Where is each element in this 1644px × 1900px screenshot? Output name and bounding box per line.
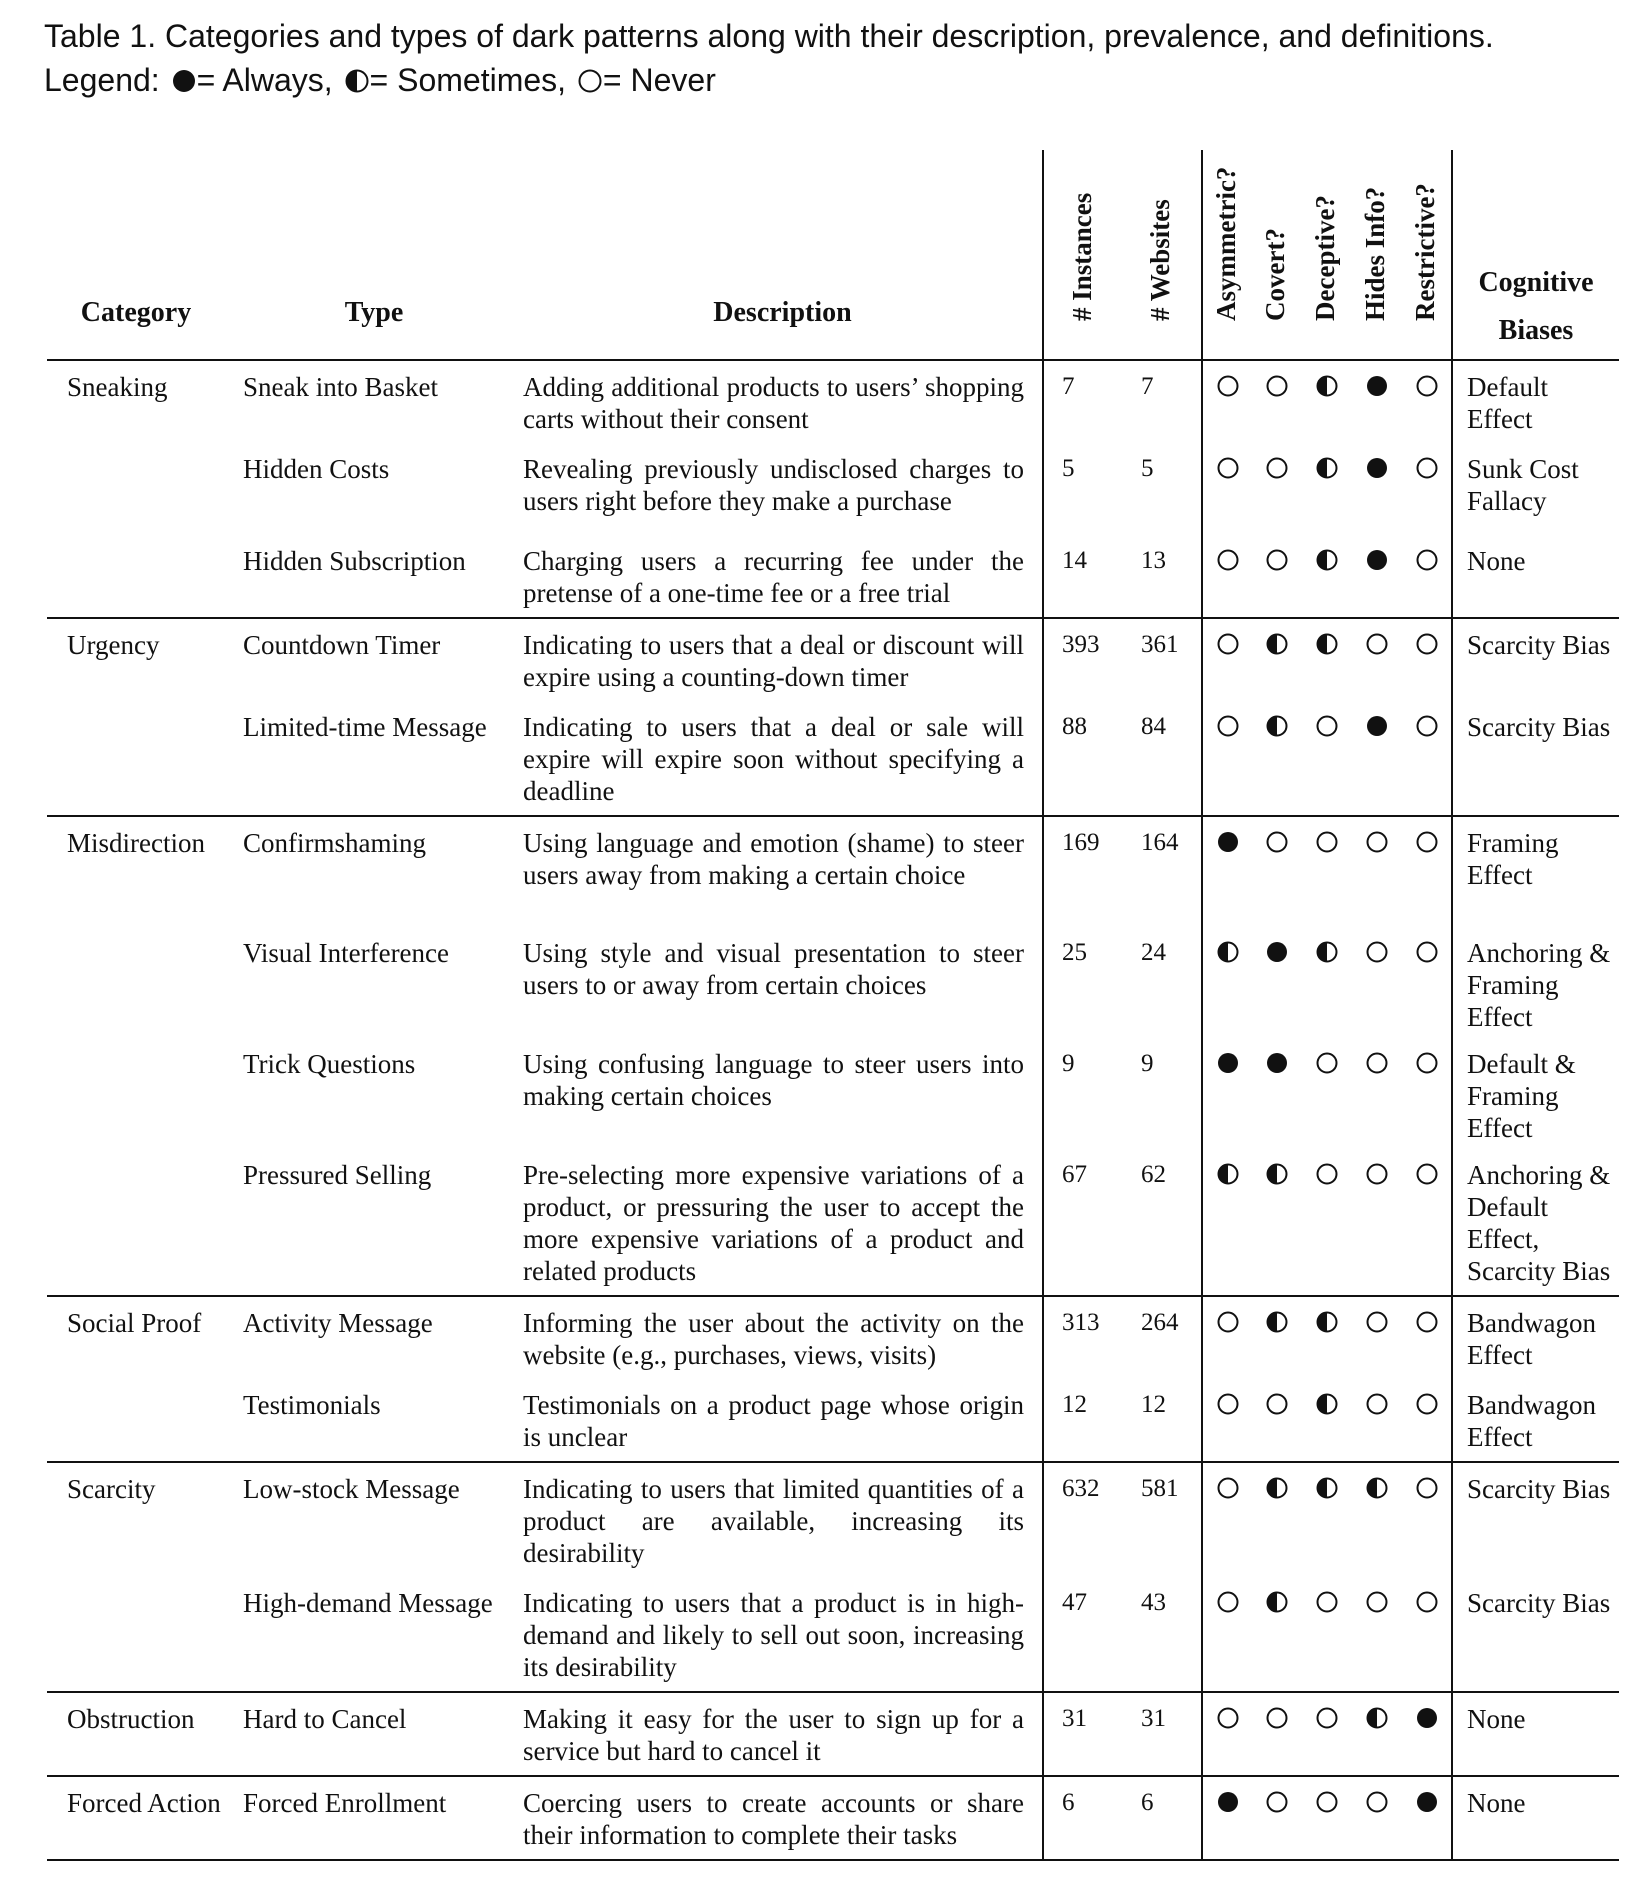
description-cell: Using language and emotion (shame) to steer users away from making a certain choice [523,816,1043,927]
cognitive-biases-cell: Bandwagon Effect [1467,1390,1596,1452]
table-row [47,816,1619,927]
cognitive-biases-cell: Scarcity Bias [1452,1462,1619,1577]
covert-cell [1252,1776,1302,1860]
restrictive-cell [1402,1296,1452,1379]
table-row [47,535,1619,618]
empty-circle-icon [1265,456,1289,480]
restrictive-cell [1402,1776,1452,1860]
deceptive-cell [1302,1577,1352,1692]
empty-circle-icon [1415,830,1439,854]
empty-circle-icon [1265,830,1289,854]
description-cell: Testimonials on a product page whose origin is unclear [523,1379,1043,1462]
half-circle-icon [1315,548,1339,572]
restrictive-cell [1402,927,1452,1038]
hides-info-cell [1352,1149,1402,1296]
header-hides-info [1352,150,1402,360]
half-circle-icon [1315,1476,1339,1500]
half-circle-icon [1315,1310,1339,1334]
deceptive-cell [1302,1379,1352,1462]
empty-circle-icon [1365,1392,1389,1416]
empty-circle-icon [1315,1162,1339,1186]
empty-circle-icon [1415,632,1439,656]
instances-cell: 5 [1062,455,1075,482]
category-cell: Scarcity [47,1462,225,1577]
table-row [47,927,1619,1038]
empty-circle-icon [1415,456,1439,480]
hides-info-cell [1352,1776,1402,1860]
hides-info-cell [1352,1462,1402,1577]
description-cell: Using confusing language to steer users into making certain choices [523,1038,1043,1149]
cognitive-biases-cell: Bandwagon Effect [1452,1296,1619,1379]
category-cell: Misdirection [47,816,225,927]
empty-circle-icon [1365,1590,1389,1614]
asymmetric-cell [1202,1149,1252,1296]
hides-info-cell [1352,816,1402,927]
header-deceptive [1302,150,1352,360]
table-row [47,1038,1619,1149]
half-circle-icon [1315,456,1339,480]
websites-cell: 62 [1123,1149,1202,1296]
header-instances-label: # Instances [1066,192,1097,321]
deceptive-cell [1302,927,1352,1038]
deceptive-cell [1302,816,1352,927]
header-covert-label: Covert? [1260,228,1290,321]
hides-info-cell [1352,1038,1402,1149]
header-category: Category [47,150,225,360]
deceptive-cell [1302,443,1352,535]
asymmetric-cell [1202,1296,1252,1379]
covert-cell [1252,443,1302,535]
type-cell: Hidden Subscription [243,546,466,576]
empty-circle-icon [1415,1476,1439,1500]
empty-circle-icon [1216,632,1240,656]
filled-circle-icon [1365,548,1389,572]
type-cell: Limited-time Message [243,712,487,742]
empty-circle-icon [1216,1706,1240,1730]
half-circle-icon [1315,940,1339,964]
websites-cell: 43 [1123,1577,1202,1692]
empty-circle-icon [1415,1162,1439,1186]
instances-cell: 393 [1043,618,1123,701]
table-row [47,1776,1619,1860]
websites-cell: 361 [1123,618,1202,701]
filled-circle-icon [1265,1051,1289,1075]
half-circle-icon [1265,1590,1289,1614]
instances-cell: 9 [1062,1050,1075,1077]
instances-cell: 12 [1062,1391,1087,1418]
empty-circle-icon [1415,714,1439,738]
half-circle-icon [1265,1310,1289,1334]
empty-circle-icon [1265,1706,1289,1730]
deceptive-cell [1302,1462,1352,1577]
empty-circle-icon [1415,1392,1439,1416]
type-cell: High-demand Message [243,1588,493,1618]
header-restrictive-label: Restrictive? [1409,183,1440,321]
asymmetric-cell [1202,701,1252,816]
empty-circle-icon [1265,1392,1289,1416]
empty-circle-icon [577,68,603,94]
asymmetric-cell [1202,816,1252,927]
asymmetric-cell [1202,618,1252,701]
table-row [47,1149,1619,1296]
category-cell [47,1038,225,1149]
instances-cell: 31 [1043,1692,1123,1776]
table-row [47,1462,1619,1577]
deceptive-cell [1302,360,1352,443]
asymmetric-cell [1202,1776,1252,1860]
dark-patterns-table [47,150,1619,1861]
table-body [47,360,1619,1860]
half-circle-icon [1315,632,1339,656]
description-cell: Indicating to users that a product is in high-demand and likely to sell out soon, increasing its desirability [523,1577,1043,1692]
header-cognitive-line2: Biases [1498,315,1574,346]
description-cell: Informing the user about the activity on the website (e.g., purchases, views, visits) [523,1296,1043,1379]
instances-cell: 7 [1043,360,1123,443]
asymmetric-cell [1202,1462,1252,1577]
deceptive-cell [1302,1776,1352,1860]
type-cell: Confirmshaming [225,816,523,927]
header-websites-label: # Websites [1145,199,1175,321]
category-cell [47,1379,225,1462]
hides-info-cell [1352,1577,1402,1692]
half-circle-icon [1265,1476,1289,1500]
legend-sometimes: = Sometimes, [369,62,575,98]
instances-cell: 313 [1043,1296,1123,1379]
empty-circle-icon [1216,456,1240,480]
asymmetric-cell [1202,1038,1252,1149]
covert-cell [1252,535,1302,618]
restrictive-cell [1402,1379,1452,1462]
header-asymmetric-label: Asymmetric? [1210,166,1241,321]
empty-circle-icon [1415,374,1439,398]
category-cell [47,443,225,535]
filled-circle-icon [171,68,197,94]
table-row [47,618,1619,701]
asymmetric-cell [1202,443,1252,535]
asymmetric-cell [1202,1577,1252,1692]
cognitive-biases-cell: Scarcity Bias [1467,712,1611,742]
deceptive-cell [1302,701,1352,816]
cognitive-biases-cell: Sunk Cost Fallacy [1467,454,1579,516]
instances-cell: 67 [1062,1161,1087,1188]
half-circle-icon [1265,1162,1289,1186]
covert-cell [1252,1296,1302,1379]
cognitive-biases-cell: Framing Effect [1452,816,1619,927]
type-cell: Pressured Selling [243,1160,432,1190]
table-caption [44,14,1624,102]
type-cell: Trick Questions [243,1049,416,1079]
legend-never: = Never [602,62,716,98]
type-cell: Forced Enrollment [225,1776,523,1860]
asymmetric-cell [1202,1692,1252,1776]
covert-cell [1252,360,1302,443]
table-row [47,1692,1619,1776]
restrictive-cell [1402,535,1452,618]
deceptive-cell [1302,1692,1352,1776]
type-cell: Testimonials [243,1390,381,1420]
category-cell: Forced Action [47,1776,225,1860]
half-circle-icon [1265,714,1289,738]
covert-cell [1252,1692,1302,1776]
half-circle-icon [1216,1162,1240,1186]
description-cell: Coercing users to create accounts or share their information to complete their tasks [523,1776,1043,1860]
type-cell: Countdown Timer [225,618,523,701]
category-cell [47,701,225,816]
type-cell: Hard to Cancel [225,1692,523,1776]
table-row [47,1379,1619,1462]
websites-cell: 13 [1123,535,1202,618]
legend-prefix: Legend: [44,62,169,98]
empty-circle-icon [1365,1051,1389,1075]
category-cell: Obstruction [47,1692,225,1776]
header-deceptive-label: Deceptive? [1310,195,1340,321]
type-cell: Visual Interference [243,938,450,968]
restrictive-cell [1402,618,1452,701]
instances-cell: 47 [1062,1589,1087,1616]
filled-circle-icon [1265,940,1289,964]
table-row [47,701,1619,816]
header-restrictive [1402,150,1452,360]
deceptive-cell [1302,618,1352,701]
empty-circle-icon [1315,830,1339,854]
description-cell: Indicating to users that limited quantities of a product are available, increasing its desirability [523,1462,1043,1577]
header-type: Type [225,150,523,360]
empty-circle-icon [1315,1051,1339,1075]
empty-circle-icon [1365,1310,1389,1334]
description-cell: Using style and visual presentation to steer users to or away from certain choices [523,927,1043,1038]
empty-circle-icon [1265,374,1289,398]
header-cognitive-biases [1452,150,1619,360]
category-cell: Social Proof [47,1296,225,1379]
instances-cell: 632 [1043,1462,1123,1577]
type-cell: Hidden Costs [243,454,390,484]
hides-info-cell [1352,535,1402,618]
description-cell: Adding additional products to users’ shopping carts without their consent [523,360,1043,443]
header-cognitive-line1: Cognitive [1478,267,1594,298]
hides-info-cell [1352,360,1402,443]
empty-circle-icon [1265,1790,1289,1814]
category-cell: Sneaking [47,360,225,443]
asymmetric-cell [1202,360,1252,443]
restrictive-cell [1402,443,1452,535]
empty-circle-icon [1415,1590,1439,1614]
restrictive-cell [1402,1692,1452,1776]
deceptive-cell [1302,1038,1352,1149]
cognitive-biases-cell: Default Effect [1452,360,1619,443]
websites-cell: 264 [1123,1296,1202,1379]
empty-circle-icon [1216,1392,1240,1416]
asymmetric-cell [1202,927,1252,1038]
header-asymmetric [1202,150,1252,360]
half-circle-icon [1315,1392,1339,1416]
websites-cell: 164 [1123,816,1202,927]
covert-cell [1252,1577,1302,1692]
filled-circle-icon [1216,1790,1240,1814]
hides-info-cell [1352,927,1402,1038]
filled-circle-icon [1216,830,1240,854]
caption-legend [44,58,1624,102]
header-description: Description [523,150,1043,360]
cognitive-biases-cell: None [1452,1776,1619,1860]
header-hides-info-label: Hides Info? [1360,186,1390,321]
header-row [47,150,1619,360]
category-cell [47,1149,225,1296]
caption-title: Table 1. Categories and types of dark patterns along with their description, prevalence, and definitions. [44,18,1494,54]
category-cell [47,535,225,618]
deceptive-cell [1302,1149,1352,1296]
category-cell [47,1577,225,1692]
covert-cell [1252,1379,1302,1462]
websites-cell: 5 [1123,443,1202,535]
description-cell: Revealing previously undisclosed charges to users right before they make a purchase [523,443,1043,535]
table-row [47,1577,1619,1692]
empty-circle-icon [1415,940,1439,964]
covert-cell [1252,1149,1302,1296]
restrictive-cell [1402,1149,1452,1296]
half-circle-icon [1365,1706,1389,1730]
websites-cell: 24 [1123,927,1202,1038]
covert-cell [1252,1038,1302,1149]
filled-circle-icon [1415,1706,1439,1730]
cognitive-biases-cell: Anchoring & Default Effect, Scarcity Bias [1467,1160,1611,1286]
cognitive-biases-cell: None [1467,546,1526,576]
table-row [47,443,1619,535]
empty-circle-icon [1315,714,1339,738]
empty-circle-icon [1365,830,1389,854]
restrictive-cell [1402,1462,1452,1577]
hides-info-cell [1352,701,1402,816]
filled-circle-icon [1365,714,1389,738]
hides-info-cell [1352,1379,1402,1462]
restrictive-cell [1402,1038,1452,1149]
header-websites [1123,150,1202,360]
websites-cell: 12 [1123,1379,1202,1462]
deceptive-cell [1302,1296,1352,1379]
covert-cell [1252,701,1302,816]
restrictive-cell [1402,701,1452,816]
legend-always: = Always, [196,62,342,98]
cognitive-biases-cell: None [1452,1692,1619,1776]
hides-info-cell [1352,1296,1402,1379]
covert-cell [1252,816,1302,927]
empty-circle-icon [1365,1790,1389,1814]
half-circle-icon [1265,632,1289,656]
covert-cell [1252,1462,1302,1577]
restrictive-cell [1402,360,1452,443]
instances-cell: 169 [1043,816,1123,927]
asymmetric-cell [1202,535,1252,618]
asymmetric-cell [1202,1379,1252,1462]
empty-circle-icon [1315,1706,1339,1730]
empty-circle-icon [1265,548,1289,572]
description-cell: Pre-selecting more expensive variations of a product, or pressuring the user to accept the more expensive variations of a product and related products [523,1149,1043,1296]
empty-circle-icon [1216,1310,1240,1334]
websites-cell: 9 [1123,1038,1202,1149]
empty-circle-icon [1216,548,1240,572]
empty-circle-icon [1216,1476,1240,1500]
empty-circle-icon [1315,1790,1339,1814]
half-circle-icon [1315,374,1339,398]
hides-info-cell [1352,618,1402,701]
hides-info-cell [1352,1692,1402,1776]
websites-cell: 84 [1123,701,1202,816]
cognitive-biases-cell: Scarcity Bias [1452,618,1619,701]
filled-circle-icon [1216,1051,1240,1075]
filled-circle-icon [1415,1790,1439,1814]
type-cell: Activity Message [225,1296,523,1379]
header-instances [1043,150,1123,360]
cognitive-biases-cell: Default & Framing Effect [1467,1049,1576,1143]
empty-circle-icon [1216,1590,1240,1614]
description-cell: Indicating to users that a deal or sale will expire will expire soon without specifying a deadline [523,701,1043,816]
websites-cell: 6 [1123,1776,1202,1860]
empty-circle-icon [1415,1310,1439,1334]
half-circle-icon [1365,1476,1389,1500]
instances-cell: 25 [1062,939,1087,966]
empty-circle-icon [1315,1590,1339,1614]
table-row [47,360,1619,443]
instances-cell: 14 [1062,547,1087,574]
empty-circle-icon [1415,1051,1439,1075]
filled-circle-icon [1365,456,1389,480]
cognitive-biases-cell: Scarcity Bias [1467,1588,1611,1618]
websites-cell: 31 [1123,1692,1202,1776]
instances-cell: 6 [1043,1776,1123,1860]
cognitive-biases-cell: Anchoring & Framing Effect [1467,938,1611,1032]
websites-cell: 581 [1123,1462,1202,1577]
websites-cell: 7 [1123,360,1202,443]
empty-circle-icon [1216,374,1240,398]
filled-circle-icon [1365,374,1389,398]
category-cell: Urgency [47,618,225,701]
category-cell [47,927,225,1038]
covert-cell [1252,618,1302,701]
description-cell: Charging users a recurring fee under the pretense of a one-time fee or a free trial [523,535,1043,618]
description-cell: Making it easy for the user to sign up for a service but hard to cancel it [523,1692,1043,1776]
empty-circle-icon [1365,632,1389,656]
half-circle-icon [1216,940,1240,964]
half-circle-icon [344,68,370,94]
type-cell: Low-stock Message [225,1462,523,1577]
deceptive-cell [1302,535,1352,618]
header-covert [1252,150,1302,360]
restrictive-cell [1402,1577,1452,1692]
table-row [47,1296,1619,1379]
covert-cell [1252,927,1302,1038]
instances-cell: 88 [1062,713,1087,740]
empty-circle-icon [1365,1162,1389,1186]
restrictive-cell [1402,816,1452,927]
type-cell: Sneak into Basket [225,360,523,443]
hides-info-cell [1352,443,1402,535]
description-cell: Indicating to users that a deal or discount will expire using a counting-down timer [523,618,1043,701]
empty-circle-icon [1365,940,1389,964]
empty-circle-icon [1415,548,1439,572]
empty-circle-icon [1216,714,1240,738]
